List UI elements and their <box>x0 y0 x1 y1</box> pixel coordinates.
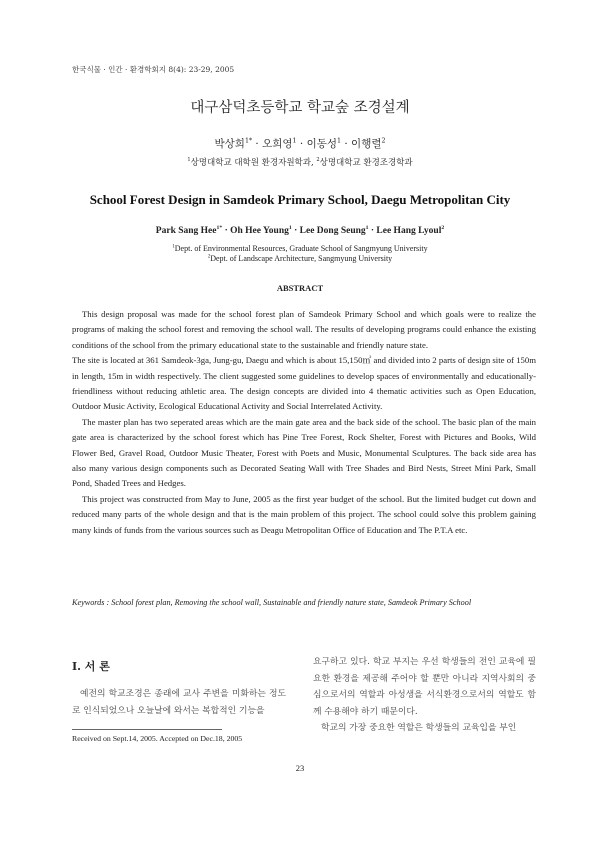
english-affiliations <box>0 244 600 263</box>
abstract-paragraph: The site is located at 361 Samdeok-3ga, Jung-gu, Daegu and which is about 15,150㎡ and divided into 2 parts of design site of 150m in length, 15m in width respectively. The client suggested some guidelines to develop spaces of environmentally and educationally-friendliness without reducing athletic area. The design concepts are divided into 4 thematic activities such as Open Education, Outdoor Music Activity, Ecological Educational Activity and Social Interrelated Activity. <box>72 355 536 412</box>
english-affiliation: $^1$Dept. of Environmental Resources, Graduate School of Sangmyung University <box>172 244 428 253</box>
korean-author: 오희영$^1$ · <box>262 137 307 150</box>
abstract-body <box>72 307 536 538</box>
keywords: Keywords : School forest plan, Removing the school wall, Sustainable and friendly nature state, Samdeok Primary School <box>72 598 472 607</box>
abstract-paragraph: This project was constructed from May to June, 2005 as the first year budget of the school. But the limited budget cut down and reduced many parts of the whole design and that is the main problem of this project. The school could solve this problem gaining many kinds of funds from the various sources such as Deagu Metropolitan Office of Education and The P.T.A etc. <box>72 493 536 535</box>
korean-affiliations: $^1$상명대학교 대학원 환경자원학과, $^2$상명대학교 환경조경학과 <box>187 157 413 168</box>
english-author: Park Sang Hee$^{1*}$ · <box>155 224 231 236</box>
english-affiliation: $^2$Dept. of Landscape Architecture, Sangmyung University <box>207 253 393 263</box>
footnote-divider <box>72 729 222 730</box>
english-author: Lee Hang Lyoul$^2$ <box>376 224 445 236</box>
korean-author: 이동성$^1$ · <box>306 137 352 150</box>
body-paragraph: 학교의 가장 중요한 역할은 학생들의 교육입을 부인 <box>321 723 517 733</box>
english-authors <box>0 226 600 236</box>
right-column <box>313 654 536 737</box>
section-heading: Ⅰ. 서 론 <box>72 660 110 673</box>
abstract-paragraph: The master plan has two seperated areas which are the main gate area and the back side of the school. The basic plan of the main gate area is characterized by the school forest which has Pine Tree Forest, Rock Shelter, Forest with Pictures and Books, Wild Flower Bed, Gravel Road, Outdoor Music Theater, Forest with Poets and Music, Monumental Sculptures. The back side area has also many various design components such as Decorated Seating Wall with Tree Shades and Bird Nests, Street Mini Park, Small Pond, Shaded Trees and Hedges. <box>72 416 536 489</box>
korean-title: 대구삼덕초등학교 학교숲 조경설계 <box>190 100 410 116</box>
received-footnote: Received on Sept.14, 2005. Accepted on Dec.18, 2005 <box>72 734 243 743</box>
korean-author: 이행렬$^2$ <box>351 137 386 150</box>
korean-authors <box>0 136 600 151</box>
english-title: School Forest Design in Samdeok Primary School, Daegu Metropolitan City <box>89 192 511 207</box>
abstract-paragraph: This design proposal was made for the school forest plan of Samdeok Primary School and which goals were to realize the programs of making the school forest and removing the school wall. The results of developing programs could enhance the existing conditions of the school from the primary educational state to the sustainable and friendly nature state. <box>72 309 536 350</box>
running-head: 한국식물 · 인간 · 환경학회지 8(4): 23-29, 2005 <box>72 65 235 74</box>
english-author: Lee Dong Seung$^1$ · <box>299 224 377 236</box>
korean-author: 박상희$^{1*}$ · <box>214 137 263 150</box>
left-column <box>72 686 286 719</box>
english-author: Oh Hee Young$^1$ · <box>230 224 300 236</box>
body-paragraph: 요구하고 있다. 학교 부지는 우선 학생들의 전인 교육에 필요한 환경을 제공해 주어야 할 뿐만 아니라 지역사회의 중심으로서의 역할과 아성생을 서식환경으로서의 역할도 함께 수용해야 하기 때문이다. <box>313 657 536 717</box>
page-number: 23 <box>295 763 305 773</box>
body-paragraph: 예전의 학교조경은 종래에 교사 주변을 미화하는 정도로 인식되었으나 오늘날에 와서는 복합적인 기능을 <box>72 689 286 716</box>
abstract-heading: ABSTRACT <box>276 283 324 293</box>
